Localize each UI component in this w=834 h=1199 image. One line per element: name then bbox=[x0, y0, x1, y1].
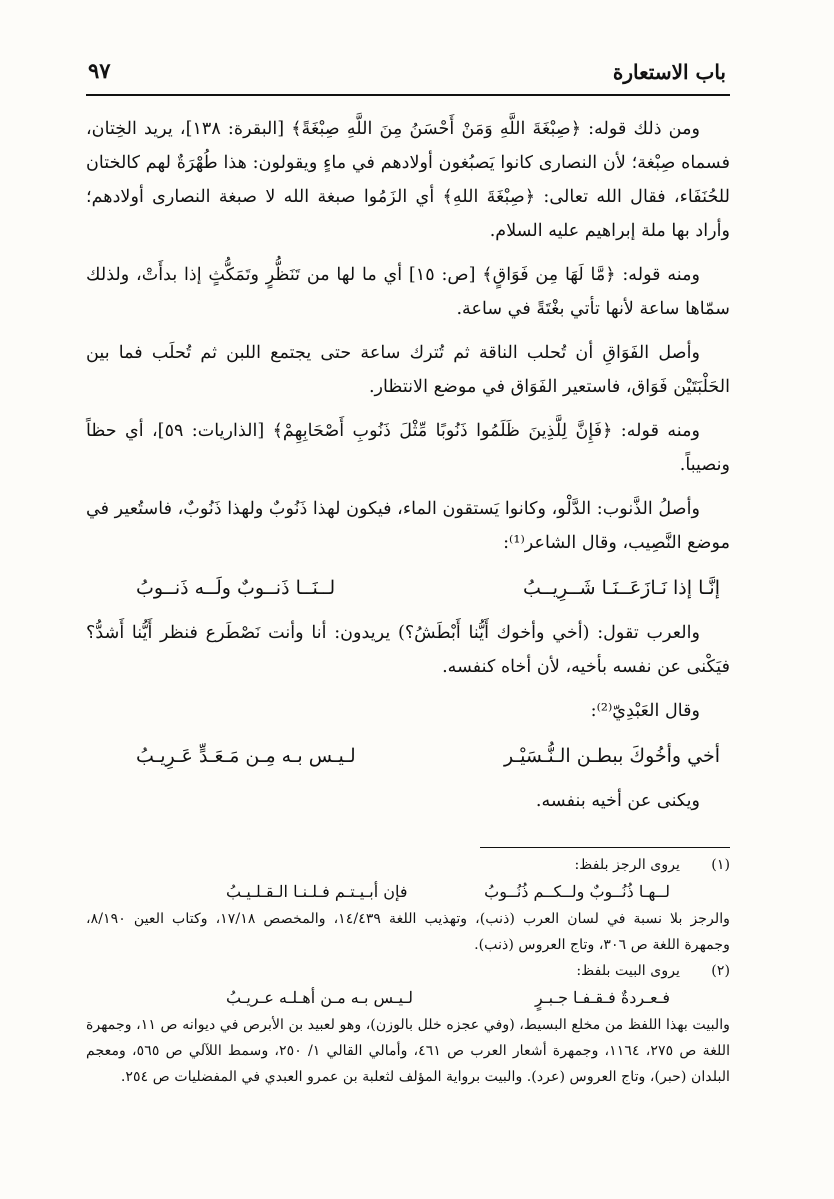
page-number: ٩٧ bbox=[88, 58, 111, 83]
footnote-1 bbox=[86, 852, 730, 878]
footnote-2-verse-first: فـعـردةٌ فـقـفـا جـبـرٍ bbox=[535, 988, 670, 1007]
footnote-2-verse-second: لـيـس بـه مـن أهـلـه عـريـبُ bbox=[226, 988, 414, 1007]
header-divider bbox=[86, 94, 730, 96]
running-title: باب الاستعارة bbox=[612, 60, 726, 84]
paragraph-arabs-say: والعرب تقول: (أخي وأخوك أَيُّنا أَبْطَشُ؟) يريدون: أنا وأنت نَصْطَرع فنظر أَيُّنا أَشدُّ؟ فيَكْنى عن نفسه بأخيه، لأن أخاه كنفسه. bbox=[86, 623, 730, 677]
footnote-1-body: والرجز بلا نسبة في لسان العرب (ذنب)، وتهذيب اللغة ١٤/٤٣٩، والمخصص ١٧/١٨، وكتاب العين ٨/١٩٠، وجمهرة اللغة ص ٣٠٦، وتاج العروس (ذنب). bbox=[86, 911, 730, 953]
verse-line-1 bbox=[86, 570, 730, 606]
footnote-2-verse bbox=[86, 984, 730, 1012]
paragraph-dhanub-origin: وأصلُ الذَّنوب: الدَّلْو، وكانوا يَستقون الماء، فيكون لهذا ذَنُوبٌ ولهذا ذَنُوبٌ، فاستُعير في موضع النَّصِيب، وقال الشاعر⁽¹⁾: bbox=[86, 499, 730, 553]
paragraph-sibgha: ومن ذلك قوله: ﴿صِبْغَةَ اللَّهِ وَمَنْ أَحْسَنُ مِنَ اللَّهِ صِبْغَةً﴾ [البقرة: ١٣٨]، يريد الخِتان، فسماه صِبْغة؛ لأن النصارى كانوا يَصبُغون أولادهم في ماءٍ ويقولون: هذا طُهْرَةٌ لهم كالختان للحُنَفَاء، فقال الله تعالى: ﴿صِبْغَةَ اللهِ﴾ أي الزَمُوا صبغة الله لا صبغة النصارى أولادهم؛ وأراد بها ملة إبراهيم عليه السلام. bbox=[86, 119, 731, 241]
main-text bbox=[86, 112, 730, 828]
footnote-1-intro: يروى الرجز بلفظ: bbox=[574, 857, 680, 873]
paragraph-fawaq: ومنه قوله: ﴿مَّا لَهَا مِن فَوَاقٍ﴾ [ص: ١٥] أي ما لها من تَنَظُّرٍ وتَمَكُّثٍ إذا بدأَتْ، ولذلك سمّاها ساعة لأنها تأتي بغْتَةً في ساعة. bbox=[86, 265, 730, 319]
footnote-1-verse-second: فإن أبـيـتـم فـلـنـا الـقـلـيـبُ bbox=[226, 882, 408, 901]
footnotes bbox=[86, 852, 730, 1090]
verse-2-second-hemistich: لـيـس بـه مِـن مَـعَـدٍّ عَـرِيـبُ bbox=[136, 745, 356, 767]
paragraph-dhanub: ومنه قوله: ﴿فَإِنَّ لِلَّذِينَ ظَلَمُوا ذَنُوبًا مِّثْلَ ذَنُوبِ أَصْحَابِهِمْ﴾ [الذاريات: ٥٩]، أي حظاً ونصيباً. bbox=[86, 421, 730, 475]
verse-2-first-hemistich: أخي وأخُوكَ ببطـن الـنُّـسَيْـر bbox=[504, 745, 720, 767]
footnote-1-verse bbox=[86, 878, 730, 906]
paragraph-abdi: وقال العَبْدِيّ⁽²⁾: bbox=[590, 701, 700, 721]
verse-1-first-hemistich: إنَّـا إذا نَـازَعَــنَـا شَــرِيــبُ bbox=[522, 577, 720, 599]
footnote-1-number: (١) bbox=[711, 857, 730, 873]
footnote-1-verse-first: لــهـا ذُنُــوبٌ ولــكــم ذُنُــوبُ bbox=[484, 882, 670, 901]
footnote-2-number: (٢) bbox=[711, 963, 730, 979]
paragraph-kinaya: ويكنى عن أخيه بنفسه. bbox=[535, 791, 700, 811]
paragraph-fawaq-origin: وأصل الفَوَاقِ أن تُحلب الناقة ثم تُترك ساعة حتى يجتمع اللبن ثم تُحلَب فما بين الحَلْبَتَيْن فَوَاق، فاستعير الفَوَاق في موضع الانتظار. bbox=[86, 343, 730, 397]
footnote-2 bbox=[86, 958, 730, 984]
footnote-2-body: والبيت بهذا اللفظ من مخلع البسيط، (وفي عجزه خلل بالوزن)، وهو لعبيد بن الأبرص في ديوانه ص ١١، وجمهرة اللغة ص ٢٧٥، ١١٦٤، وجمهرة أشعار العرب ص ٤٦١، وأمالي القالي ١/ ٢٥٠، وسمط اللآلي ص ٥٦٥، ومعجم البلدان (حبر)، وتاج العروس (عرد). والبيت برواية المؤلف لثعلبة بن عمرو العبدي في المفضليات ص ٢٥٤. bbox=[86, 1017, 731, 1085]
footnote-divider bbox=[480, 847, 730, 848]
verse-1-second-hemistich: لــنَــا ذَنــوبٌ ولَــه ذَنــوبُ bbox=[136, 577, 336, 599]
verse-line-2 bbox=[86, 738, 730, 774]
footnote-2-intro: يروى البيت بلفظ: bbox=[576, 963, 680, 979]
